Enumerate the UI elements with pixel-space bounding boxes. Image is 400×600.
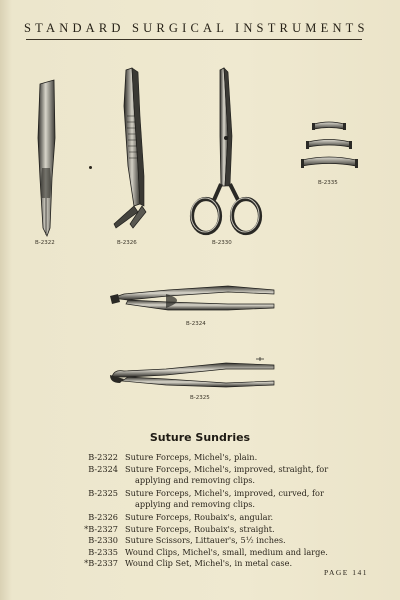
item-code: B-2324 <box>88 463 118 474</box>
print-speck <box>89 166 92 169</box>
item-description: Suture Forceps, Roubaix's, straight. <box>125 523 275 534</box>
item-list <box>80 452 380 570</box>
list-item <box>80 535 380 547</box>
item-description: Wound Clips, Michel's, small, medium and large. <box>125 546 328 557</box>
item-code: *B-2327 <box>84 523 118 534</box>
clip-forceps-curved-icon <box>106 355 280 393</box>
item-code: *B-2337 <box>84 558 118 569</box>
list-item <box>80 512 380 524</box>
item-code: B-2322 <box>88 452 118 462</box>
list-item <box>80 547 380 559</box>
header-rule <box>26 39 362 40</box>
figure-caption: B-2325 <box>190 395 210 401</box>
item-description: Suture Forceps, Michel's, plain. <box>125 452 258 462</box>
page-number: PAGE 141 <box>323 568 368 577</box>
item-description: Suture Forceps, Roubaix's, angular. <box>125 511 274 522</box>
figure-caption: B-2335 <box>318 180 338 186</box>
figure-caption: B-2330 <box>212 240 232 246</box>
item-description: Suture Scissors, Littauer's, 5½ inches. <box>125 535 286 546</box>
item-description-cont: applying and removing clips. <box>135 499 256 510</box>
item-description-cont: applying and removing clips. <box>135 475 256 486</box>
straight-forceps-icon <box>28 78 68 238</box>
angular-forceps-icon <box>108 66 156 242</box>
figure-caption: B-2326 <box>117 240 137 246</box>
section-title: Suture Sundries <box>149 431 251 444</box>
running-head: STANDARD SURGICAL INSTRUMENTS <box>24 21 369 35</box>
item-code: B-2325 <box>88 487 118 498</box>
list-item <box>80 524 380 536</box>
list-item <box>80 488 380 511</box>
list-item <box>80 464 380 487</box>
figure-caption: B-2324 <box>186 321 206 327</box>
item-code: B-2335 <box>88 546 118 557</box>
clip-forceps-straight-icon <box>108 280 280 320</box>
list-item <box>80 452 380 464</box>
wound-clips-icon <box>300 118 362 180</box>
item-description: Wound Clip Set, Michel's, in metal case. <box>125 558 293 569</box>
figure-caption: B-2322 <box>35 240 55 246</box>
item-code: B-2330 <box>88 535 118 546</box>
scissors-icon <box>188 66 266 240</box>
item-description: Suture Forceps, Michel's, improved, curved, for <box>125 487 324 498</box>
item-code: B-2326 <box>88 511 118 522</box>
item-description: Suture Forceps, Michel's, improved, straight, for <box>125 463 329 474</box>
